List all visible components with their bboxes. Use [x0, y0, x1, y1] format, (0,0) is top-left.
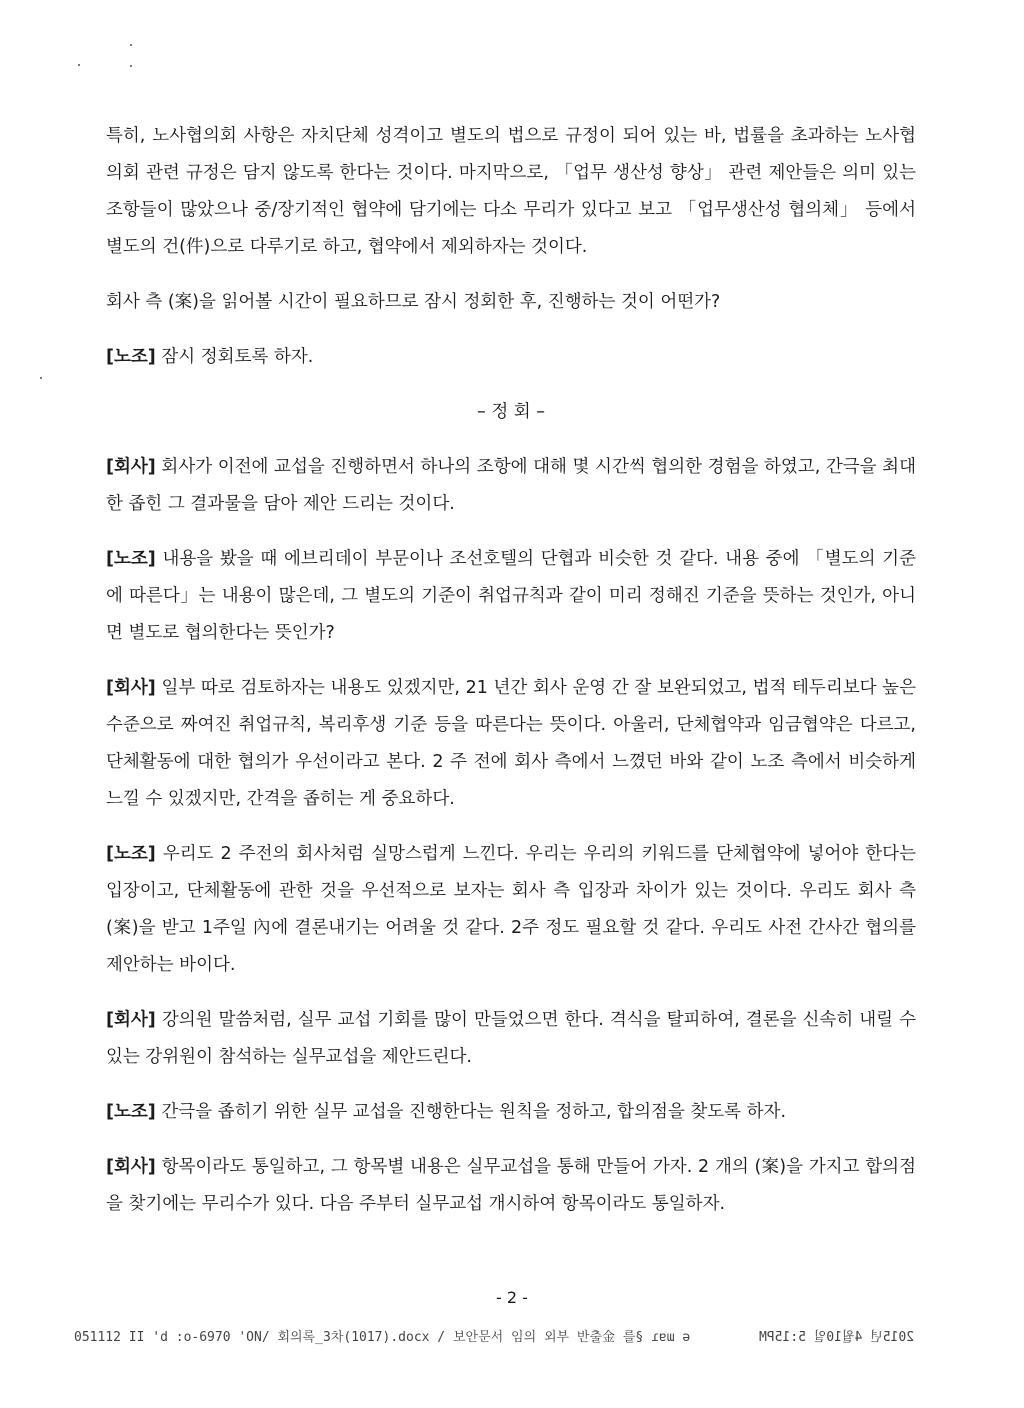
- paragraph-text: – 정 회 –: [477, 402, 545, 422]
- paragraph: [106, 118, 916, 266]
- fax-header-left: 051112 II 'd :o-6970 'ON/ 회의록_3차(1017).docx / 보안문서 임의 외부 반출金 를§ ɾɐɯ ǝ: [74, 1330, 691, 1345]
- speaker-label: [노조]: [106, 844, 156, 864]
- scan-speck: [78, 64, 80, 66]
- recess-heading: [106, 394, 916, 431]
- paragraph-text: 내용을 봤을 때 에브리데이 부문이나 조선호텔의 단협과 비슷한 것 같다. 내용 중에 「별도의 기준에 따른다」는 내용이 많은데, 그 별도의 기준이 취업규칙과 같이 미리 정해진 기준을 뜻하는 것인가, 아니면 별도로 협의한다는 뜻인가?: [106, 549, 916, 643]
- paragraph-text: 강의원 말씀처럼, 실무 교섭 기회를 많이 만들었으면 한다. 격식을 탈피하여, 결론을 신속히 내릴 수 있는 강위원이 참석하는 실무교섭을 제안드린다.: [106, 1010, 916, 1067]
- speaker-label: [노조]: [106, 1102, 156, 1122]
- paragraph-text: 항목이라도 통일하고, 그 항목별 내용은 실무교섭을 통해 만들어 가자. 2 개의 (案)을 가지고 합의점을 찾기에는 무리수가 있다. 다음 주부터 실무교섭 개시하여 항목이라도 통일하자.: [106, 1157, 916, 1214]
- paragraph: [106, 339, 916, 376]
- speaker-label: [노조]: [106, 549, 156, 569]
- fax-transmission-header: [74, 1326, 914, 1345]
- scan-speck: [130, 44, 132, 46]
- paragraph-text: 잠시 정회토록 하자.: [161, 347, 314, 367]
- scan-speck: [130, 65, 132, 67]
- paragraph: [106, 670, 916, 818]
- speaker-label: [회사]: [106, 1157, 156, 1177]
- paragraph-text: 특히, 노사협의회 사항은 자치단체 성격이고 별도의 법으로 규정이 되어 있는 바, 법률을 초과하는 노사협의회 관련 규정은 담지 않도록 한다는 것이다. 마지막으로, 「업무 생산성 향상」 관련 제안들은 의미 있는 조항들이 많았으나 중/장기적인 협약에 담기에는 다소 무리가 있다고 보고 「업무생산성 협의체」 등에서 별도의 건(件)으로 다루기로 하고, 협약에서 제외하자는 것이다.: [106, 126, 916, 257]
- paragraph-text: 우리도 2 주전의 회사처럼 실망스럽게 느낀다. 우리는 우리의 키워드를 단체협약에 넣어야 한다는 입장이고, 단체활동에 관한 것을 우선적으로 보자는 회사 측 입장과 차이가 있는 것이다. 우리도 회사 측 (案)을 받고 1주일 內에 결론내기는 어려울 것 같다. 2주 정도 필요할 것 같다. 우리도 사전 간사간 협의를 제안하는 바이다.: [106, 844, 916, 975]
- paragraph-text: 회사 측 (案)을 읽어볼 시간이 필요하므로 잠시 정회한 후, 진행하는 것이 어떤가?: [106, 292, 721, 312]
- scan-speck: [40, 377, 42, 379]
- fax-header-timestamp: 2015년 4월10일 5:15PM: [758, 1330, 914, 1345]
- paragraph-text: 일부 따로 검토하자는 내용도 있겠지만, 21 년간 회사 운영 간 잘 보완되었고, 법적 테두리보다 높은 수준으로 짜여진 취업규칙, 복리후생 기준 등을 따른다는 뜻이다. 아울러, 단체협약과 임금협약은 다르고, 단체활동에 대한 협의가 우선이라고 본다. 2 주 전에 회사 측에서 느꼈던 바와 같이 노조 측에서 비슷하게 느낄 수 있겠지만, 간격을 좁히는 게 중요하다.: [106, 678, 916, 809]
- paragraph-text: 회사가 이전에 교섭을 진행하면서 하나의 조항에 대해 몇 시간씩 협의한 경험을 하였고, 간극을 최대한 좁힌 그 결과물을 담아 제안 드리는 것이다.: [106, 457, 916, 514]
- paragraph: [106, 284, 916, 321]
- speaker-label: [회사]: [106, 457, 156, 477]
- paragraph-text: 간극을 좁히기 위한 실무 교섭을 진행한다는 원칙을 정하고, 합의점을 찾도록 하자.: [161, 1102, 787, 1122]
- paragraph: [106, 1149, 916, 1223]
- paragraph: [106, 449, 916, 523]
- page-number: - 2 -: [496, 1288, 528, 1307]
- speaker-label: [노조]: [106, 347, 156, 367]
- speaker-label: [회사]: [106, 678, 156, 698]
- paragraph: [106, 541, 916, 652]
- paragraph: [106, 1002, 916, 1076]
- paragraph: [106, 1094, 916, 1131]
- speaker-label: [회사]: [106, 1010, 156, 1030]
- meeting-minutes-body: [106, 118, 916, 1241]
- paragraph: [106, 836, 916, 984]
